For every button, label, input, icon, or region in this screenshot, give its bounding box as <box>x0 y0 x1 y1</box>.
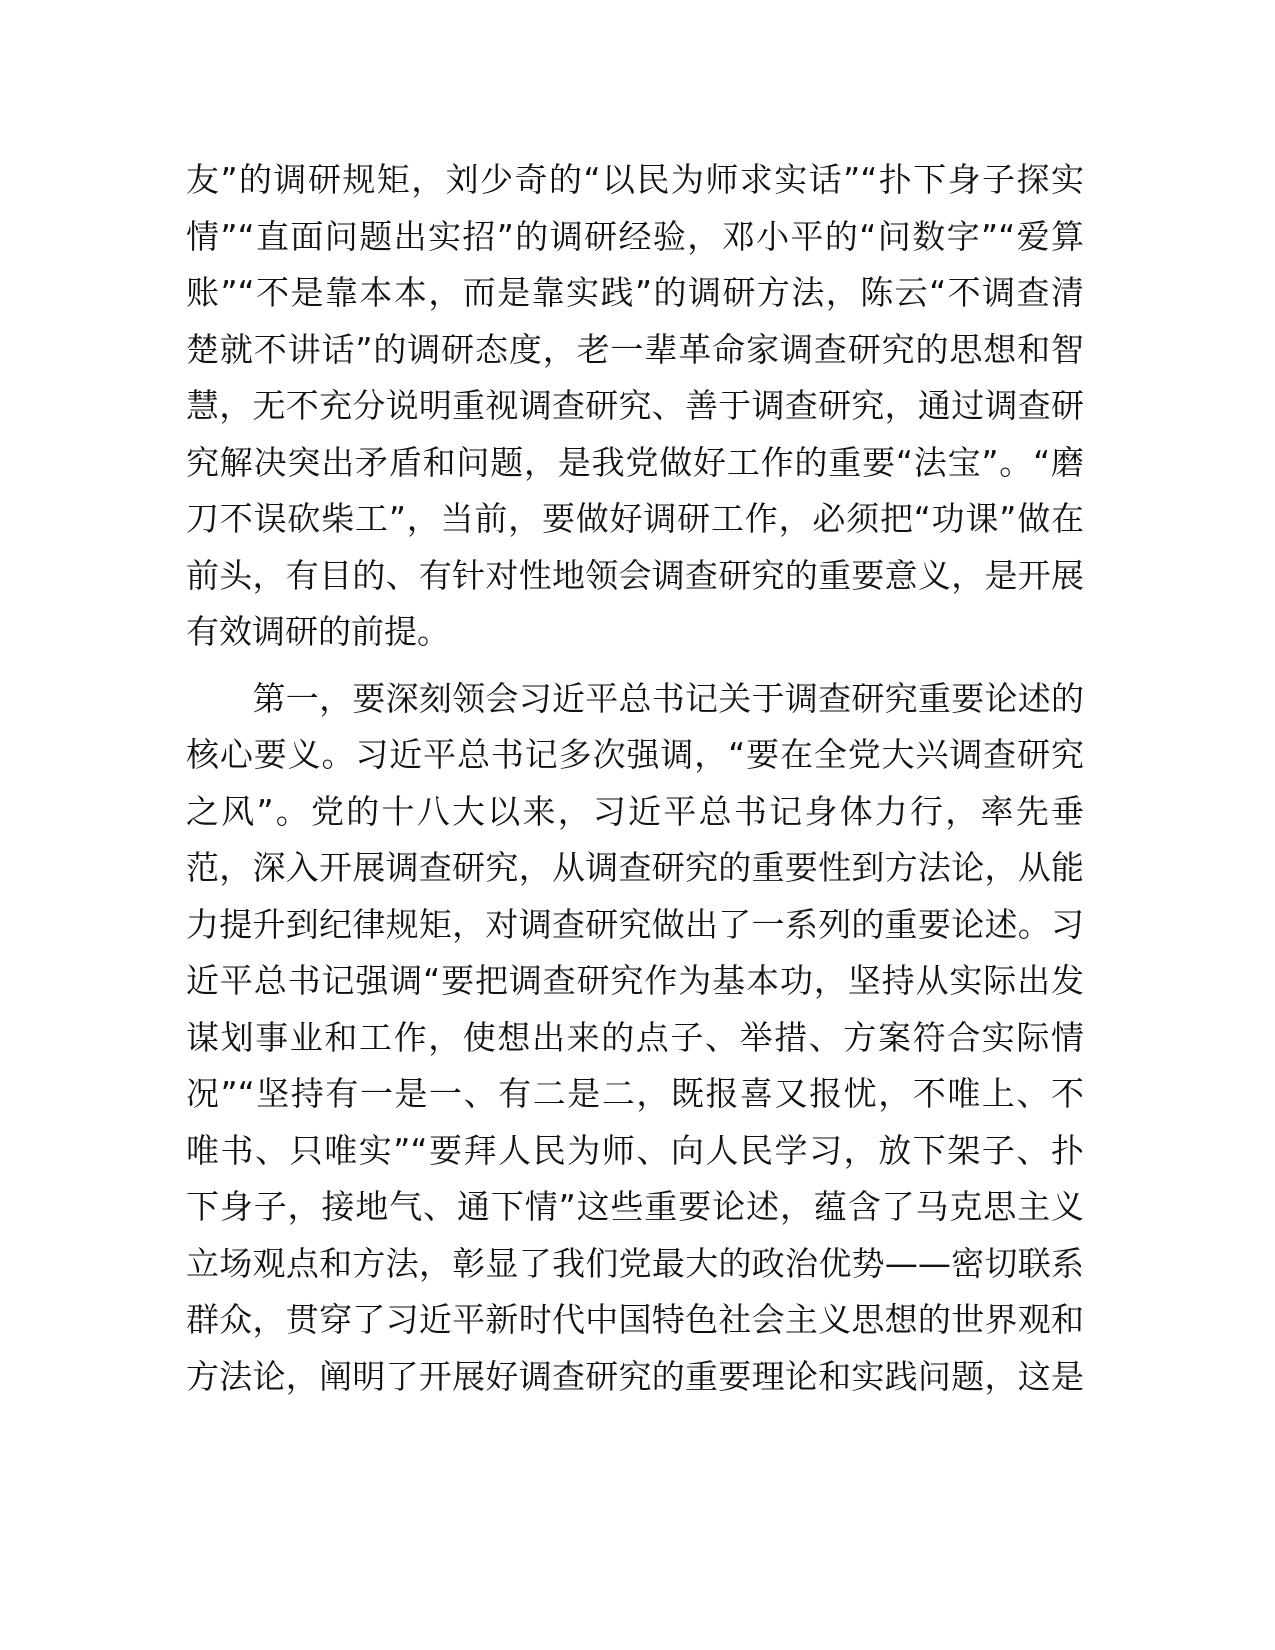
text-line: 慧，无不充分说明重视调查研究、善于调查研究，通过调查研 <box>186 386 1084 425</box>
text-line: 况”“坚持有一是一、有二是二，既报喜又报忧，不唯上、不 <box>186 1074 1084 1113</box>
text-line: 谋划事业和工作，使想出来的点子、举措、方案符合实际情 <box>186 1017 1084 1057</box>
text-line: 友”的调研规矩，刘少奇的“以民为师求实话”“扑下身子探实 <box>186 160 1084 199</box>
body-text <box>186 152 1084 1405</box>
text-line: 有效调研的前提。 <box>186 612 450 651</box>
text-line: 方法论，阐明了开展好调查研究的重要理论和实践问题，这是 <box>186 1356 1084 1396</box>
text-line: 群众，贯穿了习近平新时代中国特色社会主义思想的世界观和 <box>186 1300 1084 1339</box>
text-line: 究解决突出矛盾和问题，是我党做好工作的重要“法宝”。“磨 <box>186 442 1084 482</box>
paragraph-1 <box>186 152 1084 661</box>
text-line: 近平总书记强调“要把调查研究作为基本功，坚持从实际出发 <box>186 961 1084 1000</box>
text-line: 下身子，接地气、通下情”这些重要论述，蕴含了马克思主义 <box>186 1187 1084 1226</box>
text-line: 账”“不是靠本本，而是靠实践”的调研方法，陈云“不调查清 <box>186 273 1084 312</box>
text-line: 情”“直面问题出实招”的调研经验，邓小平的“问数字”“爱算 <box>186 216 1084 256</box>
text-line: 唯书、只唯实”“要拜人民为师、向人民学习，放下架子、扑 <box>186 1130 1084 1170</box>
text-line: 力提升到纪律规矩，对调查研究做出了一系列的重要论述。习 <box>186 904 1084 944</box>
paragraph-2 <box>186 671 1084 1406</box>
text-line: 刀不误砍柴工”，当前，要做好调研工作，必须把“功课”做在 <box>186 499 1084 538</box>
text-line: 楚就不讲话”的调研态度，老一辈革命家调查研究的思想和智 <box>186 329 1084 369</box>
paragraph-gap <box>186 661 1084 671</box>
text-line: 范，深入开展调查研究，从调查研究的重要性到方法论，从能 <box>186 848 1084 887</box>
text-line: 立场观点和方法，彰显了我们党最大的政治优势——密切联系 <box>186 1243 1084 1283</box>
text-line: 第一，要深刻领会习近平总书记关于调查研究重要论述的 <box>186 678 1084 718</box>
text-line: 之风”。党的十八大以来，习近平总书记身体力行，率先垂 <box>186 791 1084 831</box>
text-line: 前头，有目的、有针对性地领会调查研究的重要意义，是开展 <box>186 555 1084 595</box>
text-line: 核心要义。习近平总书记多次强调，“要在全党大兴调查研究 <box>186 735 1084 774</box>
